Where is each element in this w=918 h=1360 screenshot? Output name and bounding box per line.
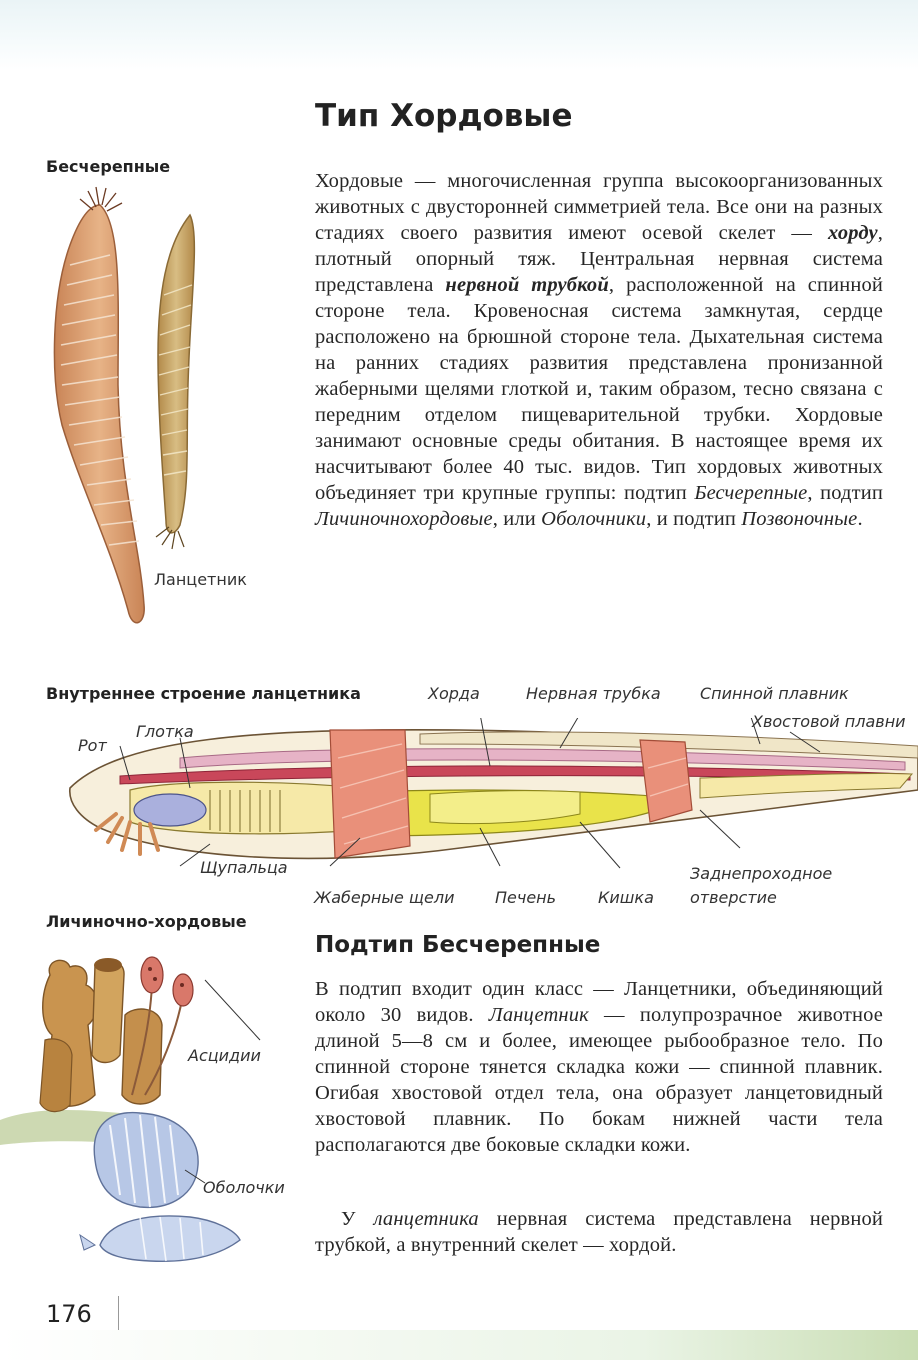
label-anus-line1: Заднепроходное <box>690 864 833 883</box>
label-tentacles: Щупальца <box>200 858 288 877</box>
caption-acrania: Бесчерепные <box>46 157 171 176</box>
lancelet-internal-diagram <box>60 718 918 878</box>
label-ascidians: Асцидии <box>188 1046 261 1065</box>
label-lancelet: Ланцетник <box>154 570 247 589</box>
label-pharynx: Глотка <box>136 722 194 741</box>
tunicates-illustration <box>0 945 300 1275</box>
label-neural-tube: Нервная трубка <box>526 684 661 703</box>
caption-internal-structure: Внутреннее строение ланцетника <box>46 684 361 703</box>
bottom-decor-band <box>0 1330 918 1360</box>
label-liver: Печень <box>495 888 557 907</box>
page-title: Тип Хордовые <box>315 98 573 134</box>
caption-urochordata: Личиночно-хордовые <box>46 912 247 931</box>
top-decor-band <box>0 0 918 70</box>
body-paragraph-2: У ланцетника нервная система представлена нервной трубкой, а внутренний скелет — хордой. <box>315 1208 883 1256</box>
section-heading-acrania: Подтип Бесчерепные <box>315 932 601 958</box>
label-dorsal-fin: Спинной плавник <box>700 684 849 703</box>
label-chord: Хорда <box>428 684 480 703</box>
intro-paragraph: Хордовые — многочисленная группа высокоорганизованных животных с двусторонней симметрией тела. Все они на разных стадиях своего развития имеют осевой скелет — хорду, плотный опорный тяж. Центральная нервная система представлена нервной трубкой, расположенной на спинной стороне тела. Кровеносная система замкнутая, сердце расположено на брюшной стороне тела. Дыхательная система на ранних стадиях развития представлена пронизанной жаберными щелями глоткой и, таким образом, тесно связана с передним отделом пищеварительной трубки. Хордовые занимают основные среды обитания. В настоящее время их насчитывают более 40 тыс. видов. Тип хордовых животных объединяет три крупные группы: подтип Бесчерепные, подтип Личиночнохордовые, или Оболочники, и подтип Позвоночные. <box>315 170 883 530</box>
label-gill-slits: Жаберные щели <box>314 888 455 907</box>
label-mouth: Рот <box>78 736 107 755</box>
lancelet-illustration <box>40 185 220 635</box>
label-anus-line2: отверстие <box>690 888 777 907</box>
label-intestine: Кишка <box>598 888 654 907</box>
label-tail-fin: Хвостовой плавни <box>752 712 906 731</box>
page-number: 176 <box>46 1300 92 1328</box>
label-tunicates: Оболочки <box>203 1178 285 1197</box>
body-paragraph-1: В подтип входит один класс — Ланцетники, объединяющий около 30 видов. Ланцетник — полупрозрачное животное длиной 5—8 см и более, имеющее рыбообразное тело. По спинной стороне тянется складка кожи — спинной плавник. Огибая хвостовой отдел тела, она образует ланцетовидный хвостовой плавник. По бокам нижней части тела располагаются две боковые складки кожи. <box>315 978 883 1156</box>
